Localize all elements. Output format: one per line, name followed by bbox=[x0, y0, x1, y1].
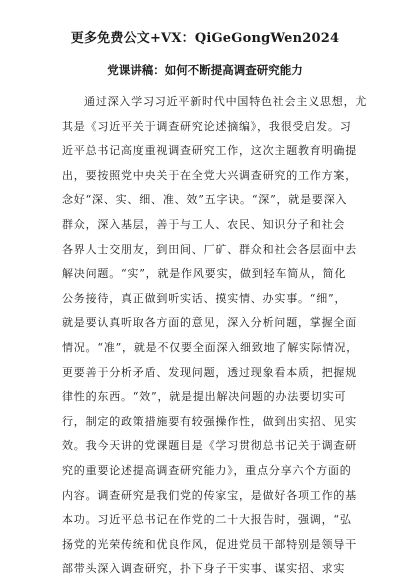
promo-header: 更多免费公文+VX：QiGeGongWen2024 bbox=[70, 31, 340, 46]
body-line: 内容。调查研究是我们党的传家宝，是做好各项工作的基 bbox=[62, 488, 357, 502]
body-line: 扬党的光荣传统和优良作风，促进党员干部特别是领导干 bbox=[62, 537, 357, 551]
body-line: 本功。习近平总书记在作党的二十大报告时，强调，“弘 bbox=[62, 513, 352, 527]
document-body bbox=[62, 90, 368, 582]
body-line: 部带头深入调查研究，扑下身子干实事、谋实招、求实 bbox=[62, 562, 346, 576]
body-line: 各界人士交朋友，到田间、厂矿、群众和社会各层面中去 bbox=[62, 242, 357, 256]
body-line: 就是要认真听取各方面的意见，深入分析问题，掌握全面 bbox=[62, 316, 357, 330]
body-line: 出，要按照党中央关于在全党大兴调查研究的工作方案， bbox=[62, 168, 357, 182]
body-line: 近平总书记高度重视调查研究工作，这次主题教育明确提 bbox=[62, 144, 357, 158]
body-line: 行，制定的政策措施要有较强操作性，做到出实招、见实 bbox=[62, 414, 357, 428]
body-line: 律性的东西。“效”，就是提出解决问题的办法要切实可 bbox=[62, 390, 347, 404]
body-line: 群众，深入基层，善于与工人、农民、知识分子和社会 bbox=[62, 217, 346, 231]
body-line: 究的重要论述提高调查研究能力》，重点分享六个方面的 bbox=[62, 463, 352, 477]
document-title: 党课讲稿：如何不断提高调查研究能力 bbox=[107, 63, 303, 77]
body-line: 情况。“准”，就是不仅要全面深入细致地了解实际情况， bbox=[62, 340, 359, 354]
body-line: 效。我今天讲的党课题目是《学习贯彻总书记关于调查研 bbox=[62, 439, 357, 453]
body-line: 念好“深、实、细、准、效”五字诀。“深”，就是要深入 bbox=[62, 193, 348, 207]
body-line: 通过深入学习习近平新时代中国特色社会主义思想，尤 bbox=[84, 95, 368, 108]
body-line: 解决问题。“实”，就是作风要实，做到轻车简从，简化 bbox=[62, 267, 347, 281]
body-line: 其是《习近平关于调查研究论述摘编》，我很受启发。习 bbox=[62, 119, 352, 133]
body-line: 公务接待，真正做到听实话、摸实情、办实事。“细”， bbox=[62, 291, 347, 305]
body-line: 更要善于分析矛盾、发现问题，透过现象看本质，把握规 bbox=[62, 365, 357, 379]
